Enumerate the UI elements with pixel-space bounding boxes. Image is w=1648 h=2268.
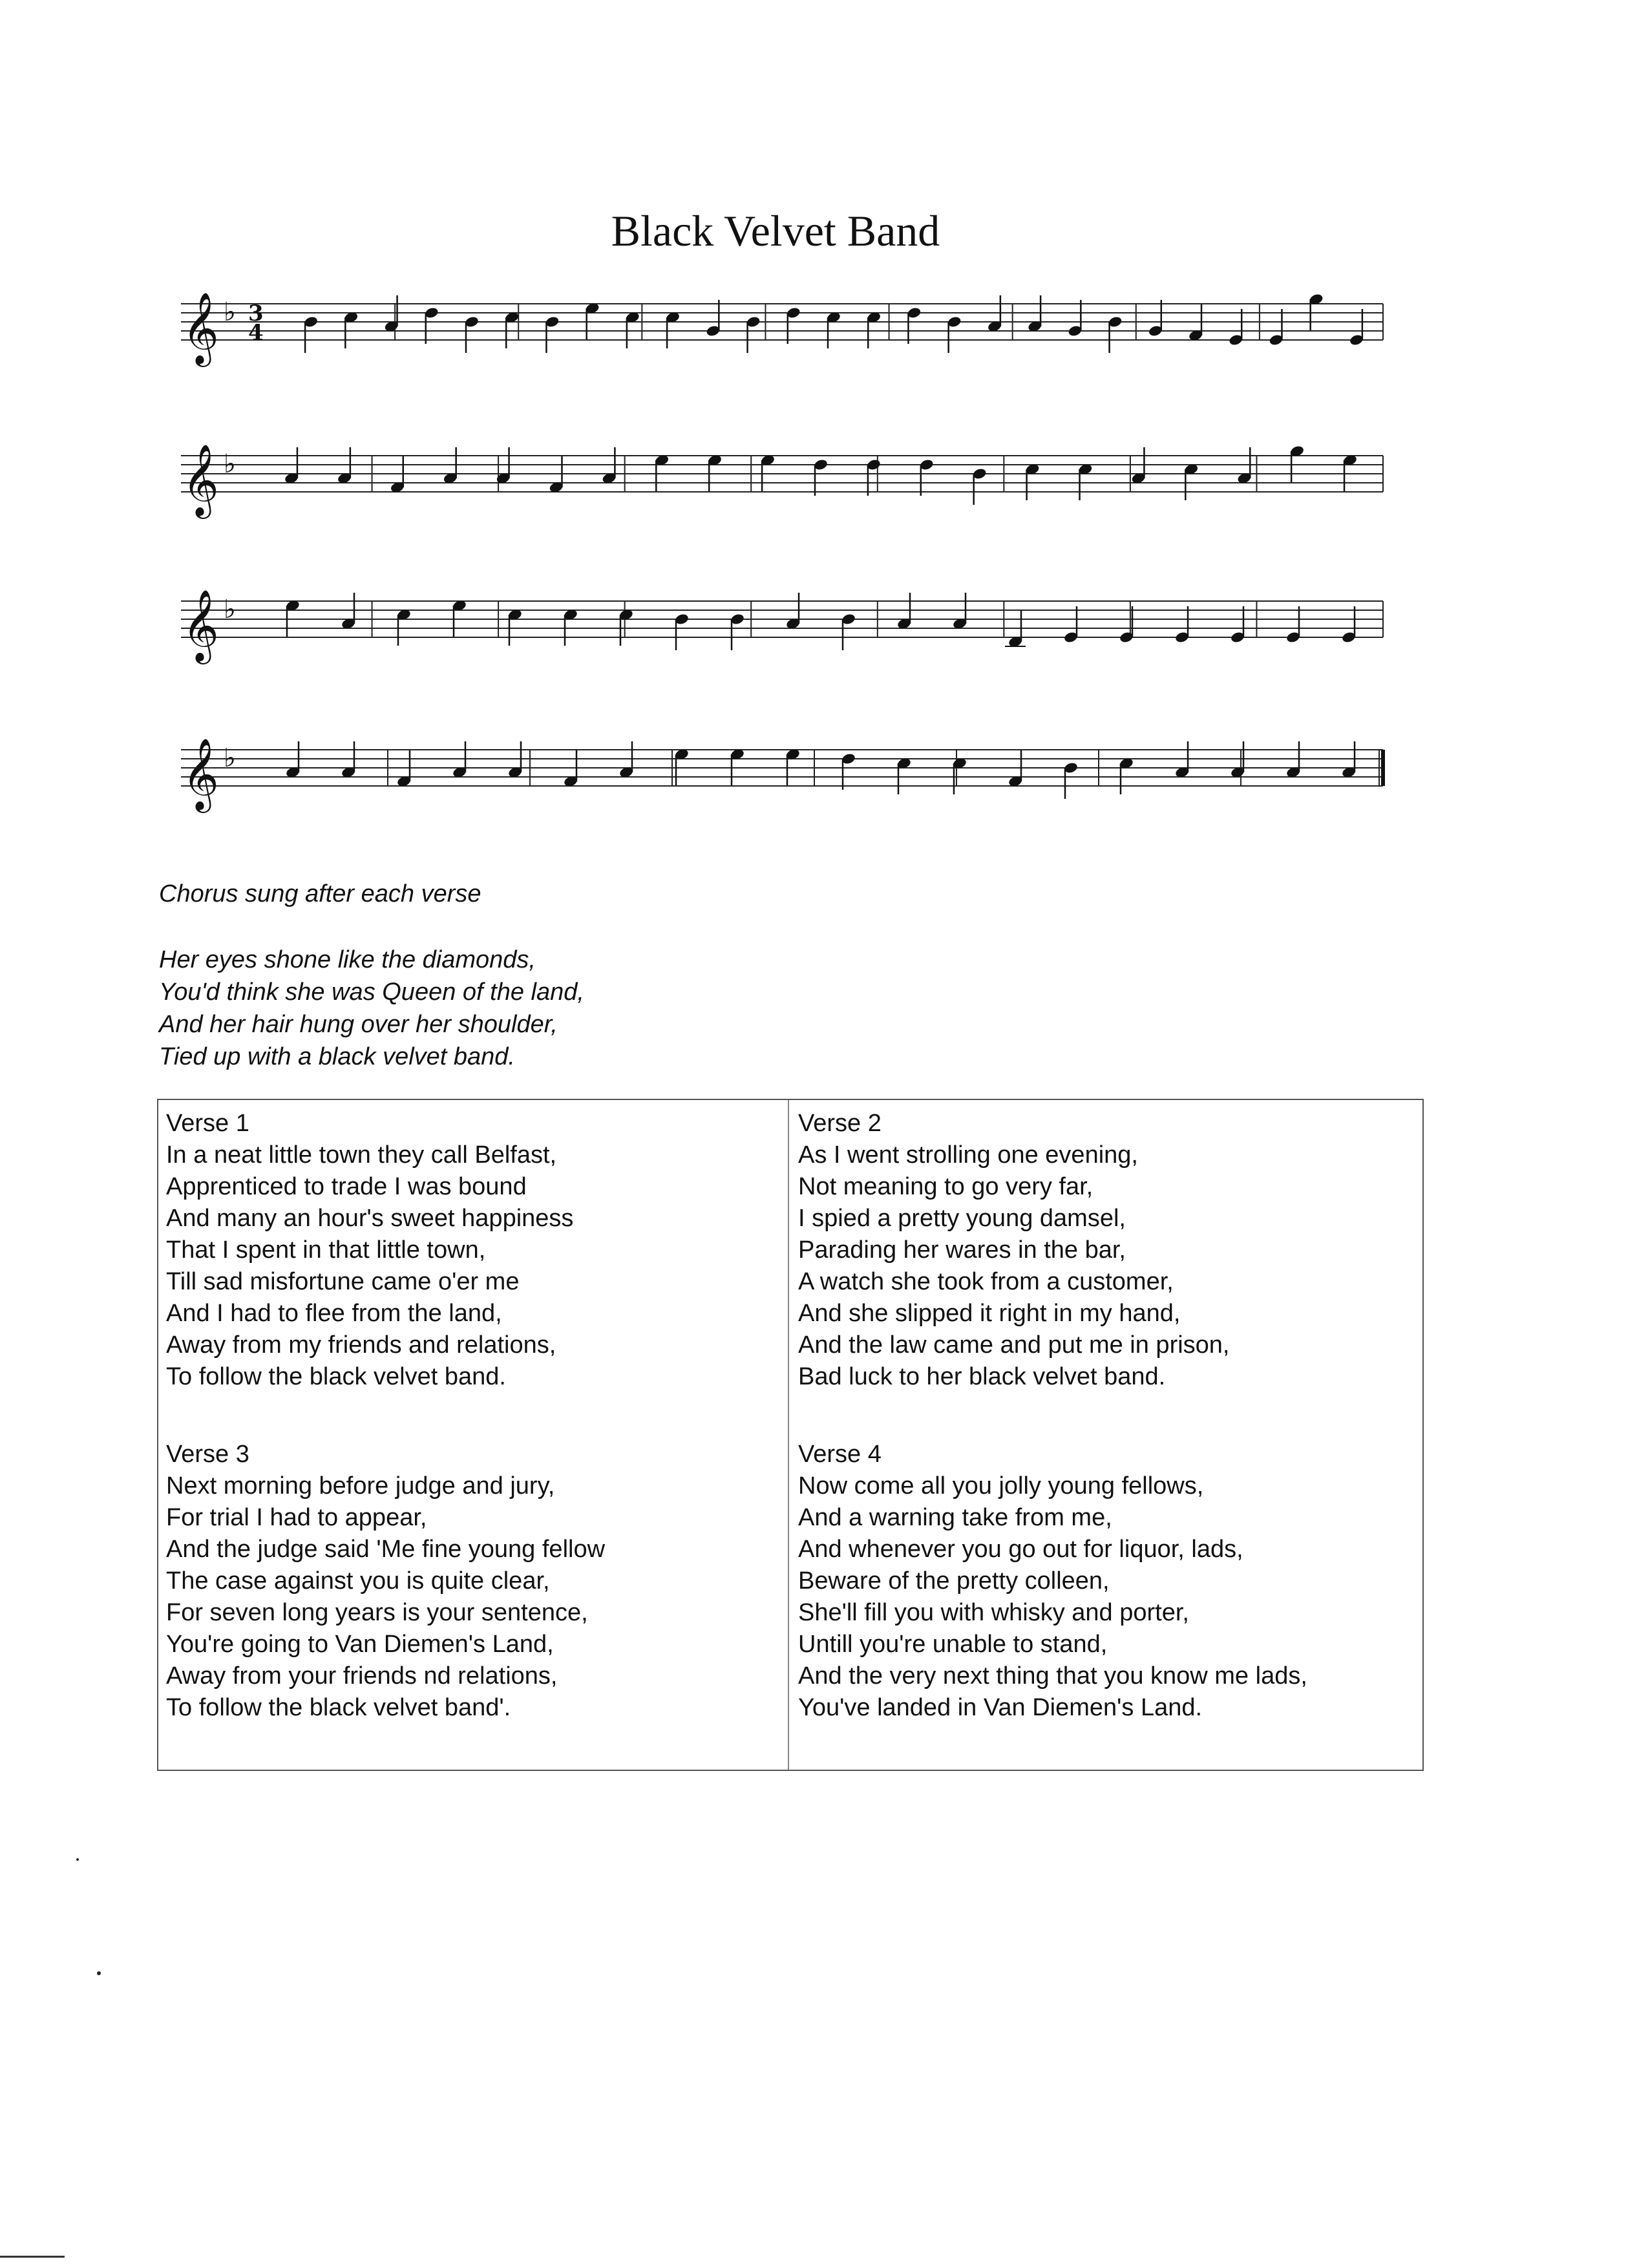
music-staff-1: [181, 271, 1409, 414]
music-staff-3: [181, 569, 1409, 711]
chorus-lyrics: [159, 944, 584, 1073]
verse-line: To follow the black velvet band'.: [166, 1694, 511, 1721]
verse-line: And a warning take from me,: [798, 1504, 1112, 1531]
verse-line: Apprenticed to trade I was bound: [166, 1173, 527, 1200]
flat-icon: ♭: [224, 297, 236, 327]
verse-line: The case against you is quite clear,: [166, 1567, 550, 1595]
time-signature-bottom: 4: [248, 320, 264, 346]
verse-line: Away from your friends nd relations,: [166, 1662, 558, 1690]
scan-edge-mark: [0, 2256, 65, 2258]
scan-speck: [76, 1858, 79, 1861]
verse-line: A watch she took from a customer,: [798, 1268, 1174, 1295]
verse-1: [166, 1108, 573, 1393]
verse-line: You've landed in Van Diemen's Land.: [798, 1694, 1203, 1721]
chorus-note: Chorus sung after each verse: [159, 880, 481, 907]
chorus-line: Her eyes shone like the diamonds,: [159, 946, 536, 973]
verse-line: In a neat little town they call Belfast,: [166, 1141, 557, 1169]
music-staff-2: [181, 423, 1409, 566]
verse-line: Now come all you jolly young fellows,: [798, 1472, 1204, 1500]
verse-line: And whenever you go out for liquor, lads,: [798, 1536, 1243, 1563]
column-divider: [788, 1100, 789, 1770]
flat-icon: ♭: [224, 743, 236, 773]
treble-clef-icon: 𝄞: [182, 589, 219, 661]
verse-line: To follow the black velvet band.: [166, 1363, 506, 1390]
chorus-line: And her hair hung over her shoulder,: [159, 1011, 558, 1038]
page-title: Black Velvet Band: [611, 206, 940, 255]
verse-line: And the judge said 'Me fine young fellow: [166, 1536, 606, 1563]
verse-line: Untill you're unable to stand,: [798, 1631, 1108, 1658]
chorus-line: Tied up with a black velvet band.: [159, 1043, 515, 1070]
treble-clef-icon: 𝄞: [182, 443, 219, 516]
verse-line: Bad luck to her black velvet band.: [798, 1363, 1166, 1390]
time-signature-top: 3: [248, 301, 264, 326]
verse-heading: Verse 1: [166, 1110, 249, 1137]
verse-line: Next morning before judge and jury,: [166, 1472, 555, 1500]
scan-speck: [97, 1971, 101, 1975]
treble-clef-icon: 𝄞: [182, 737, 219, 810]
verse-line: Away from my friends and relations,: [166, 1331, 556, 1359]
flat-icon: ♭: [224, 595, 236, 624]
verse-line: She'll fill you with whisky and porter,: [798, 1599, 1189, 1626]
verse-line: As I went strolling one evening,: [798, 1141, 1138, 1169]
verse-line: And many an hour's sweet happiness: [166, 1205, 574, 1232]
verse-line: For seven long years is your sentence,: [166, 1599, 588, 1626]
verse-line: And I had to flee from the land,: [166, 1300, 502, 1327]
verse-line: For trial I had to appear,: [166, 1504, 427, 1531]
verse-line: That I spent in that little town,: [166, 1236, 486, 1264]
verse-3: [166, 1439, 605, 1724]
verse-line: And she slipped it right in my hand,: [798, 1300, 1181, 1327]
verse-line: And the law came and put me in prison,: [798, 1331, 1230, 1359]
verse-line: Not meaning to go very far,: [798, 1173, 1093, 1200]
verse-line: And the very next thing that you know me lads,: [798, 1662, 1307, 1690]
music-staff-4: [181, 717, 1409, 860]
verse-line: Parading her wares in the bar,: [798, 1236, 1126, 1264]
treble-clef-icon: 𝄞: [182, 291, 219, 364]
verse-line: I spied a pretty young damsel,: [798, 1205, 1126, 1232]
chorus-line: You'd think she was Queen of the land,: [159, 979, 584, 1006]
verse-heading: Verse 3: [166, 1441, 249, 1468]
verse-line: Beware of the pretty colleen,: [798, 1567, 1110, 1595]
verse-2: [798, 1108, 1230, 1393]
verses-table: [157, 1099, 1424, 1771]
verse-heading: Verse 2: [798, 1110, 882, 1137]
verse-heading: Verse 4: [798, 1441, 882, 1468]
verse-4: [798, 1439, 1307, 1724]
verse-line: You're going to Van Diemen's Land,: [166, 1631, 554, 1658]
flat-icon: ♭: [224, 449, 236, 479]
verse-line: Till sad misfortune came o'er me: [166, 1268, 520, 1295]
